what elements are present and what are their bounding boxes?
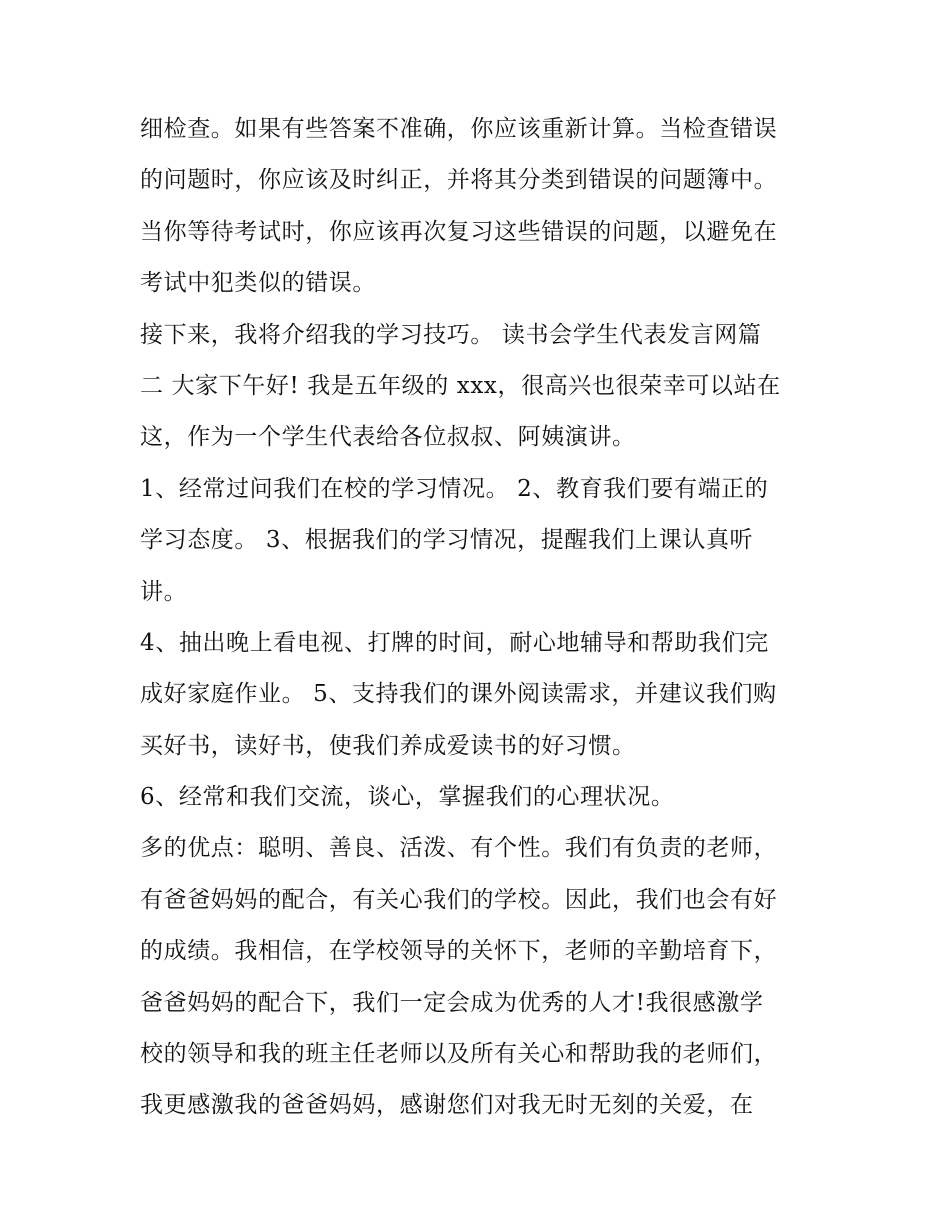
text-line: 讲。 (140, 578, 188, 605)
text-line: 爸爸妈妈的配合下，我们一定会成为优秀的人才!我很感激学 (140, 989, 764, 1016)
text-line: 接下来，我将介绍我的学习技巧。 读书会学生代表发言网篇 (140, 321, 762, 348)
text-line: 1、经常过问我们在校的学习情况。 2、教育我们要有端正的 (140, 475, 769, 502)
text-line: 4、抽出晚上看电视、打牌的时间，耐心地辅导和帮助我们完 (140, 629, 769, 656)
text-line: 成好家庭作业。 5、支持我们的课外阅读需求，并建议我们购 (140, 681, 777, 708)
text-line: 多的优点：聪明、善良、活泼、有个性。我们有负责的老师， (140, 835, 778, 862)
text-line: 有爸爸妈妈的配合，有关心我们的学校。因此，我们也会有好 (140, 886, 778, 913)
text-line: 的问题时，你应该及时纠正，并将其分类到错误的问题簿中。 (140, 167, 778, 194)
text-line: 当你等待考试时，你应该再次复习这些错误的问题，以避免在 (140, 218, 778, 245)
document-body (140, 104, 830, 1132)
text-line: 这，作为一个学生代表给各位叔叔、阿姨演讲。 (140, 424, 636, 451)
text-line: 买好书，读好书，使我们养成爱读书的好习惯。 (140, 732, 636, 759)
text-line: 细检查。如果有些答案不准确，你应该重新计算。当检查错误 (140, 116, 778, 142)
text-line: 考试中犯类似的错误。 (140, 270, 376, 297)
text-line: 6、经常和我们交流，谈心，掌握我们的心理状况。 (140, 784, 675, 811)
text-line: 校的领导和我的班主任老师以及所有关心和帮助我的老师们， (140, 1041, 778, 1068)
text-line: 我更感激我的爸爸妈妈，感谢您们对我无时无刻的关爱，在 (140, 1092, 754, 1119)
text-line: 学习态度。 3、根据我们的学习情况，提醒我们上课认真听 (140, 527, 754, 554)
text-line: 二 大家下午好! 我是五年级的 xxx，很高兴也很荣幸可以站在 (140, 372, 781, 399)
text-line: 的成绩。我相信，在学校领导的关怀下，老师的辛勤培育下， (140, 938, 778, 965)
